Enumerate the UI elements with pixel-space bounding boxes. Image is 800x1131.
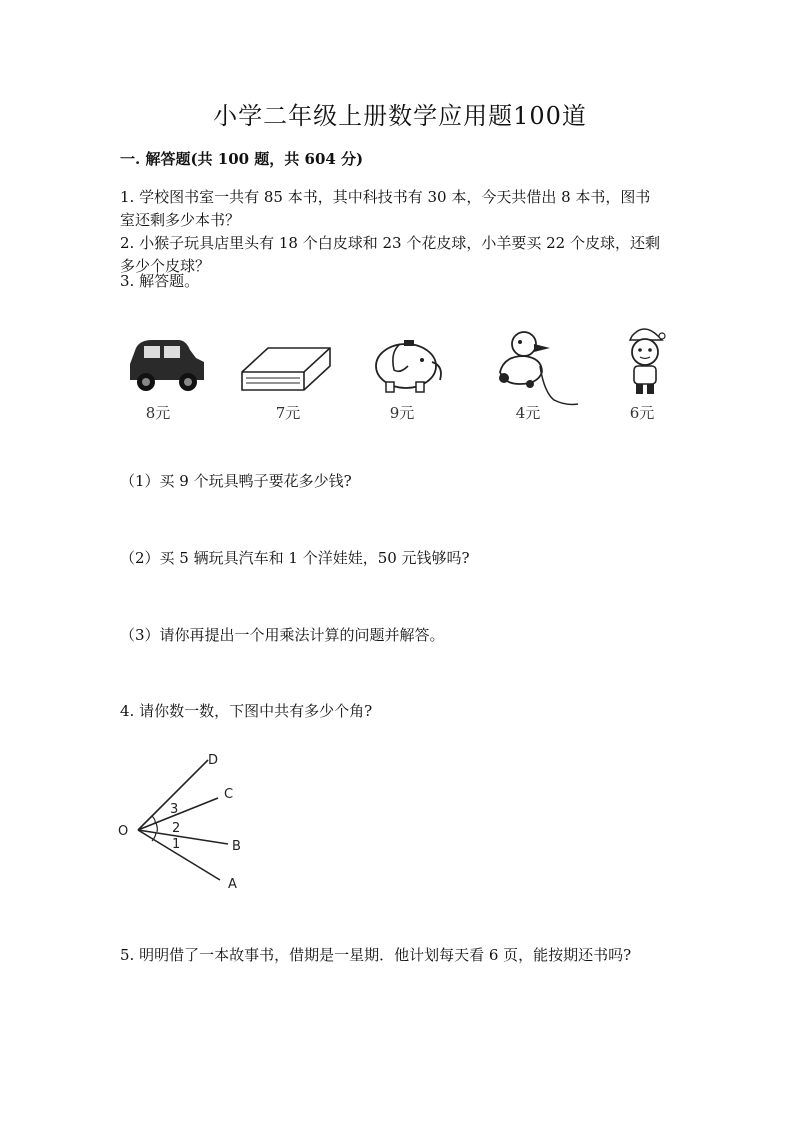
arc-2 <box>156 823 157 832</box>
section-heading: 一. 解答题(共 100 题，共 604 分) <box>120 150 364 168</box>
toy-duck-icon <box>490 322 590 412</box>
question-3-part-2: （2）买 5 辆玩具汽车和 1 个洋娃娃，50 元钱够吗? <box>120 549 470 567</box>
toy-price-figure <box>120 322 680 432</box>
ray-od <box>138 760 208 830</box>
page-title: 小学二年级上册数学应用题100道 <box>213 102 587 130</box>
question-1-line-1: 1. 学校图书室一共有 85 本书，其中科技书有 30 本，今天共借出 8 本书，图书 <box>120 188 651 206</box>
ray-ob <box>138 830 228 844</box>
label-a: A <box>228 877 237 892</box>
label-d: D <box>208 753 219 768</box>
pencil-box-price: 7元 <box>275 404 301 422</box>
toy-car-price: 8元 <box>145 404 171 422</box>
question-1-line-2: 室还剩多少本书？ <box>120 211 241 229</box>
label-o: O <box>118 824 129 839</box>
angle-label-3: 3 <box>170 802 179 817</box>
doll-icon <box>610 322 680 402</box>
question-3-part-1: （1）买 9 个玩具鸭子要花多少钱? <box>120 472 352 490</box>
pencil-box <box>238 322 348 432</box>
arc-3 <box>152 816 155 823</box>
toy-car <box>120 322 230 432</box>
toy-elephant-icon <box>366 322 456 402</box>
toy-duck <box>490 322 600 432</box>
toy-elephant-price: 9元 <box>389 404 415 422</box>
toy-car-icon <box>120 322 210 402</box>
question-5: 5. 明明借了一本故事书，借期是一星期．他计划每天看 6 页，能按期还书吗? <box>120 946 632 964</box>
question-2-line-2: 多少个皮球？ <box>120 257 211 275</box>
angle-label-2: 2 <box>172 821 181 836</box>
toy-doll <box>610 322 720 432</box>
question-1 <box>120 186 680 232</box>
label-b: B <box>232 839 241 854</box>
angle-label-1: 1 <box>172 837 181 852</box>
label-c: C <box>224 787 234 802</box>
question-4: 4. 请你数一数，下图中共有多少个角? <box>120 702 373 720</box>
toy-doll-price: 6元 <box>629 404 655 422</box>
toy-duck-price: 4元 <box>515 404 541 422</box>
question-3-part-3: （3）请你再提出一个用乘法计算的问题并解答。 <box>120 626 445 644</box>
angle-figure <box>112 748 262 898</box>
question-3: 3. 解答题。 <box>120 272 200 290</box>
toy-elephant <box>366 322 476 432</box>
pencil-box-icon <box>238 322 338 402</box>
question-2-line-1: 2. 小猴子玩具店里头有 18 个白皮球和 23 个花皮球，小羊要买 22 个皮球，还剩 <box>120 234 660 252</box>
